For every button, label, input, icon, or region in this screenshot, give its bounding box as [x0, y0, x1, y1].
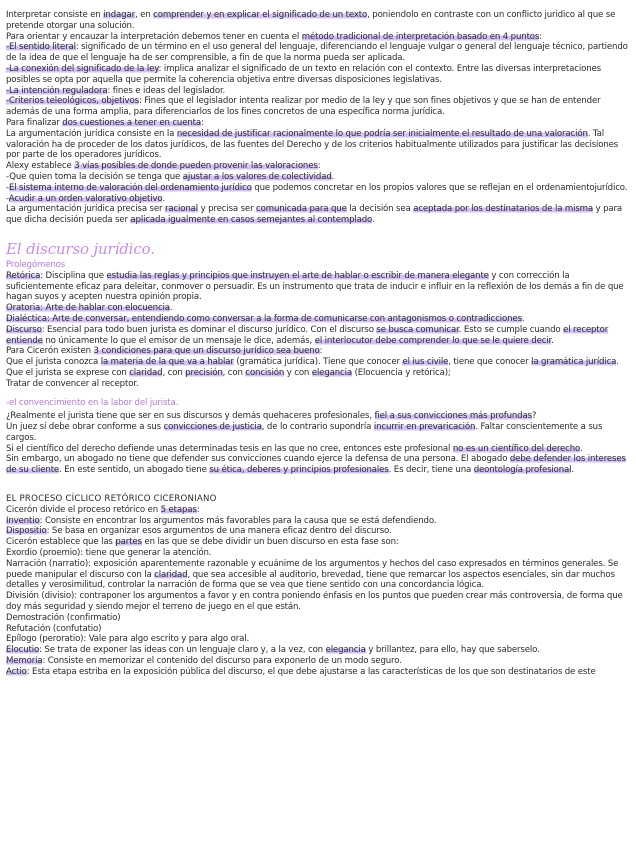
text-line: División (divisio): contraponer los argumentos a favor y en contra poniendo énfasis en los puntos que pueden crear más controversia, de forma que doy más seguridad y siendo mejor el terreno de juego en el que están.: [6, 591, 623, 613]
convencimiento-section: [6, 411, 628, 476]
text-line: -Criterios teleológicos, objetivos: Fines que el legislador intenta realizar por medio de la ley y que son fines objetivos y que se han de entender además de una forma amplia, para diferenciarlos de los fines concretos de una específica norma jurídica.: [6, 96, 601, 118]
text-line: Epílogo (peroratio): Vale para algo escrito y para algo oral.: [6, 634, 250, 645]
text-line: Dispositio: Se basa en organizar esos argumentos de una manera eficaz dentro del discurso.: [6, 526, 392, 537]
text-line: Un juez sí debe obrar conforme a sus convicciones de justicia, de lo contrario supondría incurrir en prevaricación. Faltar conscientemente a sus cargos.: [6, 422, 603, 443]
text-line: La argumentación jurídica precisa ser racional y precisa ser comunicada para que la decisión sea aceptada por los destinatarios de la misma y para que dicha decisión pueda ser aplicada igualmente en casos semejantes al contemplado.: [6, 204, 623, 226]
text-line: Demostración (confirmatio): [6, 612, 121, 623]
text-line: Alexy establece 3 vías posibles de donde pueden provenir las valoraciones:: [6, 161, 321, 172]
text-line: -Que quien toma la decisión se tenga que ajustar a los valores de colectividad.: [6, 171, 335, 182]
proceso-section: [6, 505, 628, 678]
text-line: -El sentido literal: significado de un término en el uso general del lenguaje, diferenciando el lenguaje vulgar o general del lenguaje técnico, partiendo de la idea de que el lenguaje ha de ser comprensible, a fin de que la norma pueda ser aplicada.: [6, 42, 628, 64]
text-line: Para finalizar dos cuestiones a tener en cuenta:: [6, 117, 204, 128]
text-line: Sin embargo, un abogado no tiene que defender sus convicciones cuando ejerce la defensa de una persona. El abogado debe defender los intereses de su cliente. En este sentido, un abogado tiene su ética, deberes y principios profesionales. Es decir, tiene una deontología profesional.: [6, 454, 626, 476]
text-line: Retórica: Disciplina que estudia las reglas y principios que instruyen el arte de hablar o escribir de manera elegante y con corrección la suficientemente eficaz para deleitar, conmover o persuadir. Es un instrumento que trata de inducir e influir en la reflexión de los demás a fin de que hagan suyos y acepten nuestra opinión propia.: [6, 270, 624, 303]
text-line: -El sistema interno de valoración del ordenamiento jurídico que podemos concretar en los propios valores que se reflejan en el ordenamientojurídico.: [6, 182, 628, 193]
text-line: La argumentación jurídica consiste en la necesidad de justificar racionalmente lo que podría ser inicialmente el resultado de una valoración. Tal valoración ha de proceder de los datos jurídicos, de las fuentes del Derecho y de los criterios habitualmente utilizados para justificar las decisiones por parte de los operadores jurídicos.: [6, 128, 619, 161]
section-title-proceso: EL PROCESO CÍCLICO RETÓRICO CICERONIANO: [6, 494, 217, 505]
text-line: Tratar de convencer al receptor.: [6, 378, 139, 389]
text-line: Inventio: Consiste en encontrar los argumentos más favorables para la causa que se está defendiendo.: [6, 515, 437, 526]
text-line: Actio: Esta etapa estriba en la exposición pública del discurso, el que debe ajustarse a las características de los que son destinatarios de este: [6, 666, 596, 677]
text-line: Narración (narratio): exposición aparentemente razonable y ecuánime de los argumentos y hechos del caso expresados en términos generales. Se puede manipular el discurso con la claridad, que sea accesible al auditorio, brevedad, tiene que remarcar los aspectos esenciales, sin dar muchos detalles y verosimilitud, controlar la narración de forma que se vea que tiene sentido con una concordancia lógica.: [6, 558, 619, 591]
text-line: Para orientar y encauzar la interpretación debemos tener en cuenta el método tradicional de interpretación basado en 4 puntos:: [6, 31, 542, 42]
section-title-discurso: El discurso jurídico.: [6, 239, 155, 258]
text-line: Exordio (proemio): tiene que generar la atención.: [6, 548, 212, 559]
subtitle-prolegomenos: Prolegómenos: [6, 259, 66, 270]
text-line: Cicerón divide el proceso retórico en 5 etapas:: [6, 504, 200, 515]
text-line: ¿Realmente el jurista tiene que ser en sus discursos y demás quehaceres profesionales, fiel a sus convicciones más profundas?: [6, 411, 537, 422]
subheading-convencimiento: -el convencimiento en la labor del jurista.: [6, 397, 179, 408]
text-line: Discurso: Esencial para todo buen jurista es dominar el discurso jurídico. Con el discurso se busca comunicar. Esto se cumple cuando el receptor entiende no únicamente lo que el emisor de un mensaje le dice, además, el interlocutor debe comprender lo que se le quiere decir.: [6, 324, 609, 346]
discurso-section: [6, 271, 628, 390]
text-line: -Acudir a un orden valorativo objetivo.: [6, 193, 165, 204]
text-line: Dialéctica: Arte de conversar, entendiendo como conversar a la forma de comunicarse con antagonismos o contradicciones.: [6, 313, 525, 324]
text-line: Elocutio: Se trata de exponer las ideas con un lenguaje claro y, a la vez, con elegancia y brillantez, para ello, hay que saberselo.: [6, 645, 540, 656]
text-line: Si el científico del derecho defiende unas determinadas tesis en las que no cree, entonces este profesional no es un científico del derecho.: [6, 443, 583, 454]
text-line: -La conexión del significado de la ley: implica analizar el significado de un texto en relación con el contexto. Entre las diversas interpretaciones posibles se opta por aquella que permite la coherencia objetiva entre diversas disposiciones legislativas.: [6, 63, 601, 85]
text-line: Para Cicerón existen 3 condiciones para que un discurso jurídico sea bueno:: [6, 346, 323, 357]
text-line: Interpretar consiste en indagar, en comprender y en explicar el significado de un texto, poniendolo en contraste con un conflicto juridico al que se pretende otorgar una solución.: [6, 10, 616, 31]
text-line: Que el jurista se exprese con claridad, con precisión, con concisión y con elegancia (Elocuencia y retórica);: [6, 367, 451, 378]
text-line: Cicerón establece que las partes en las que se debe dividir un buen discurso en esta fase son:: [6, 537, 399, 548]
text-line: -La intención reguladora: fines e ideas del legislador.: [6, 85, 226, 96]
text-line: Oratoria: Arte de hablar con elocuencia.: [6, 303, 173, 314]
text-line: Refutación (confutatio): [6, 623, 102, 634]
interpretation-section: [6, 10, 628, 226]
text-line: Que el jurista conozca la materia de la que va a hablar (gramática jurídica). Tiene que conocer el ius civile, tiene que conocer la gramática jurídica.: [6, 357, 619, 368]
text-line: Memoria: Consiste en memorizar el contenido del discurso para exponerlo de un modo seguro.: [6, 656, 402, 667]
